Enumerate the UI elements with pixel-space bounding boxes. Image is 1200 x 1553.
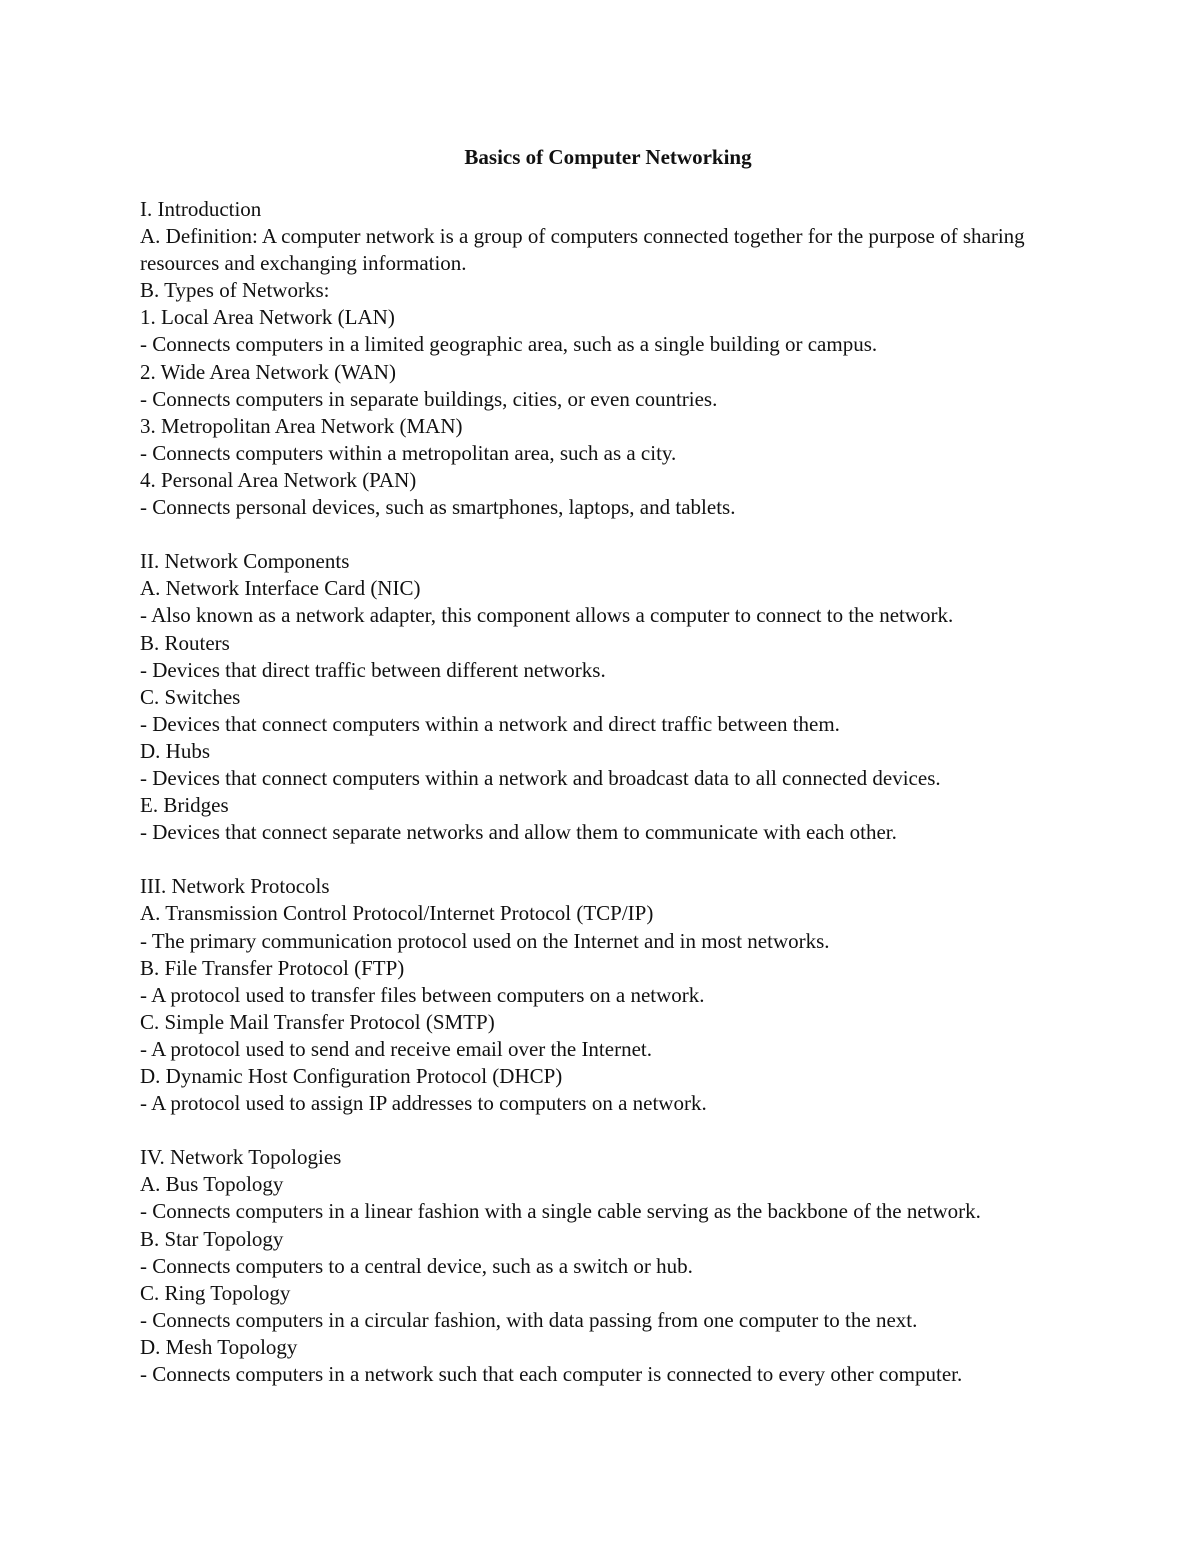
- list-item: - Devices that direct traffic between different networks.: [140, 657, 606, 682]
- document-title: Basics of Computer Networking: [464, 145, 752, 169]
- document-body: [140, 196, 1075, 1388]
- list-item: C. Switches: [140, 684, 241, 709]
- section-gap: [140, 846, 1075, 873]
- list-item: - Devices that connect computers within a network and direct traffic between them.: [140, 711, 840, 736]
- section-heading-network-topologies: IV. Network Topologies: [140, 1145, 342, 1170]
- section-gap: [140, 1117, 1075, 1144]
- list-item: D. Dynamic Host Configuration Protocol (DHCP): [140, 1064, 563, 1088]
- section-heading-network-components: II. Network Components: [140, 549, 350, 574]
- list-item: - Connects computers in separate buildings, cities, or even countries.: [140, 386, 718, 411]
- list-item: B. Types of Networks:: [140, 278, 330, 303]
- list-item: - A protocol used to send and receive email over the Internet.: [140, 1036, 652, 1061]
- list-item: - A protocol used to transfer files between computers on a network.: [140, 982, 705, 1007]
- section-heading-network-protocols: III. Network Protocols: [140, 874, 330, 899]
- definition-line: A. Definition: A computer network is a group of computers connected together for the purpose of sharing resources and exchanging information.: [140, 224, 1025, 276]
- list-item: - Connects computers in a linear fashion with a single cable serving as the backbone of the network.: [140, 1199, 981, 1224]
- list-item: - Connects computers in a limited geographic area, such as a single building or campus.: [140, 332, 878, 357]
- list-item: B. File Transfer Protocol (FTP): [140, 955, 405, 980]
- list-item: 4. Personal Area Network (PAN): [140, 467, 417, 492]
- list-item: B. Routers: [140, 630, 230, 655]
- list-item: A. Bus Topology: [140, 1172, 284, 1197]
- list-item: - Connects computers to a central device, such as a switch or hub.: [140, 1253, 693, 1278]
- list-item: - A protocol used to assign IP addresses to computers on a network.: [140, 1091, 707, 1116]
- list-item: - Also known as a network adapter, this component allows a computer to connect to the network.: [140, 603, 954, 628]
- list-item: - Connects computers in a circular fashion, with data passing from one computer to the next.: [140, 1307, 918, 1332]
- list-item: - The primary communication protocol used on the Internet and in most networks.: [140, 928, 830, 953]
- section-heading-introduction: I. Introduction: [140, 197, 262, 221]
- list-item: - Connects computers within a metropolitan area, such as a city.: [140, 440, 677, 465]
- list-item: A. Transmission Control Protocol/Internet Protocol (TCP/IP): [140, 901, 654, 926]
- list-item: E. Bridges: [140, 793, 229, 818]
- list-item: 3. Metropolitan Area Network (MAN): [140, 413, 463, 438]
- list-item: C. Simple Mail Transfer Protocol (SMTP): [140, 1009, 495, 1034]
- list-item: A. Network Interface Card (NIC): [140, 576, 421, 601]
- list-item: 1. Local Area Network (LAN): [140, 305, 395, 330]
- list-item: B. Star Topology: [140, 1226, 284, 1251]
- list-item: - Connects computers in a network such that each computer is connected to every other computer.: [140, 1362, 963, 1387]
- list-item: C. Ring Topology: [140, 1280, 291, 1305]
- list-item: - Devices that connect separate networks and allow them to communicate with each other.: [140, 820, 897, 845]
- list-item: - Connects personal devices, such as smartphones, laptops, and tablets.: [140, 495, 736, 520]
- section-gap: [140, 521, 1075, 548]
- list-item: D. Mesh Topology: [140, 1334, 298, 1359]
- list-item: - Devices that connect computers within a network and broadcast data to all connected devices.: [140, 765, 941, 790]
- list-item: D. Hubs: [140, 738, 211, 763]
- list-item: 2. Wide Area Network (WAN): [140, 359, 396, 384]
